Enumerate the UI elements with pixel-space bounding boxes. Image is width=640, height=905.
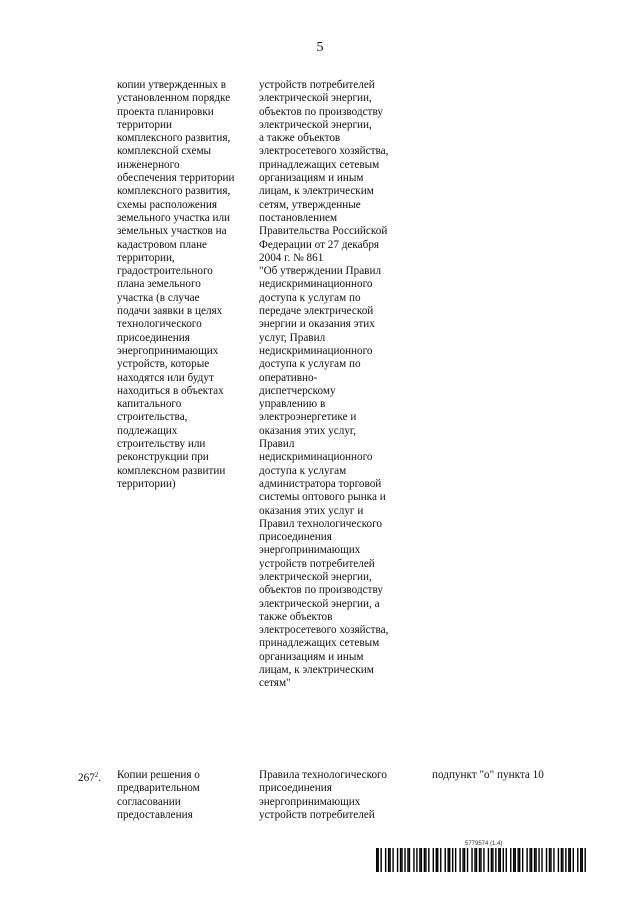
barcode-bar — [565, 848, 566, 872]
barcode-bar — [515, 848, 516, 872]
barcode-bar — [495, 848, 496, 872]
barcode-image — [376, 848, 586, 872]
barcode-bar — [480, 848, 481, 872]
barcode-bar — [409, 848, 410, 872]
barcode-bar — [503, 848, 504, 872]
barcode-bar — [483, 848, 484, 872]
barcode-bar — [558, 848, 559, 872]
barcode-bar — [506, 848, 507, 872]
barcode-bar — [425, 848, 426, 872]
barcode-bar — [464, 848, 465, 872]
document-code: 5779574 (1.4) — [465, 841, 503, 847]
barcode-bar — [376, 848, 377, 872]
barcode-bar — [437, 848, 438, 872]
barcode-bar — [433, 848, 434, 872]
barcode-bar — [416, 848, 417, 872]
barcode-bar — [424, 848, 425, 872]
row-266-document-column: копии утвержденных в установленном порядке проекта планировки территории комплексного развития, комплексной схемы инженерного обеспечения территории комплексного развития, схемы расположения земельного участка или земельных участков на кадастровом плане территории, градостроительного плана земельного участка (в случае подачи заявки в целях технологического присоединения энергопринимающих устройств, которые находятся или будут находиться в объектах капитального строительства, подлежащих строительству или реконструкции при комплексном развитии территории) — [117, 79, 235, 490]
barcode-bar — [455, 848, 456, 872]
barcode-bar — [529, 848, 530, 872]
barcode-bar — [385, 848, 386, 872]
barcode-bar — [471, 848, 472, 872]
barcode-bar — [534, 848, 535, 872]
barcode-bar — [538, 848, 539, 872]
barcode-bar — [407, 848, 408, 872]
barcode-bar — [380, 848, 381, 872]
barcode-bar — [404, 848, 405, 872]
barcode-bar — [546, 848, 547, 872]
barcode-bar — [445, 848, 446, 872]
row-267-document-cell: Копии решения о предварительном согласовании предоставления — [117, 769, 200, 821]
barcode-bar — [440, 848, 441, 872]
barcode-bar — [467, 848, 468, 872]
barcode-bar — [419, 848, 420, 872]
barcode-bar — [570, 848, 571, 872]
barcode-bar — [500, 848, 501, 872]
barcode-bar — [577, 848, 578, 872]
barcode-bar — [562, 848, 563, 872]
barcode-bar — [517, 848, 518, 872]
barcode-bar — [474, 848, 475, 872]
barcode-bar — [397, 848, 398, 872]
barcode-bar — [449, 848, 450, 872]
barcode-bar — [388, 848, 389, 872]
barcode-bar — [401, 848, 402, 872]
barcode-bar — [488, 848, 489, 872]
barcode-bar — [479, 848, 480, 872]
barcode-bar — [573, 848, 574, 872]
barcode-bar — [492, 848, 493, 872]
barcode-bar — [513, 848, 514, 872]
barcode-bar — [436, 848, 437, 872]
page-number: 5 — [316, 40, 324, 55]
barcode-bar — [535, 848, 536, 872]
barcode-bar — [522, 848, 523, 872]
barcode-bar — [377, 848, 378, 872]
barcode-bar — [421, 848, 422, 872]
barcode-bar — [549, 848, 550, 872]
barcode-bar — [550, 848, 551, 872]
barcode-bar — [582, 848, 583, 872]
barcode-bar — [491, 848, 492, 872]
barcode-bar — [462, 848, 463, 872]
barcode-bar — [568, 848, 569, 872]
barcode-bar — [389, 848, 390, 872]
barcode-bar — [519, 848, 520, 872]
row-267-clause-cell: подпункт "о" пункта 10 — [432, 769, 544, 781]
barcode-bar — [476, 848, 477, 872]
barcode-bar — [498, 848, 499, 872]
barcode-bar — [413, 848, 414, 872]
barcode-bar — [392, 848, 393, 872]
barcode-bar — [580, 848, 581, 872]
barcode-bar — [585, 848, 586, 872]
barcode-bar — [428, 848, 429, 872]
barcode-bar — [447, 848, 448, 872]
row-266-regulation-column: устройств потребителей электрической энергии, объектов по производству электрической энергии, а также объектов электросетевого хозяйства, принадлежащих сетевым организациям и иным лицам, к электрическим сетям, утвержденные постановлением Правительства Российской Федерации от 27 декабря 2004 г. № 861 "Об утверждении Правил недискриминационного доступа к услугам по передаче электрической энергии и оказания этих услуг, Правил недискриминационного доступа к услугам по оперативно- диспетчерскому управлению в электроэнергетике и оказания этих услуг, Правил недискриминационного доступа к услугам администратора торговой системы оптового рынка и оказания этих услуг и Правил технологического присоединения энергопринимающих устройств потребителей электрической энергии, объектов по производству электрической энергии, а также объектов электросетевого хозяйства, принадлежащих сетевым организациям и иным лицам, к электрическим сетям" — [259, 79, 389, 690]
barcode-bar — [452, 848, 453, 872]
row-267-regulation-cell: Правила технологического присоединения энергопринимающих устройств потребителей — [259, 769, 387, 821]
barcode-bar — [526, 848, 527, 872]
barcode-bar — [541, 848, 542, 872]
barcode-bar — [561, 848, 562, 872]
barcode-bar — [531, 848, 532, 872]
row-number: $267^2$. — [78, 771, 102, 784]
barcode-bar — [510, 848, 511, 872]
barcode-bar — [400, 848, 401, 872]
barcode-bar — [459, 848, 460, 872]
barcode-bar — [553, 848, 554, 872]
